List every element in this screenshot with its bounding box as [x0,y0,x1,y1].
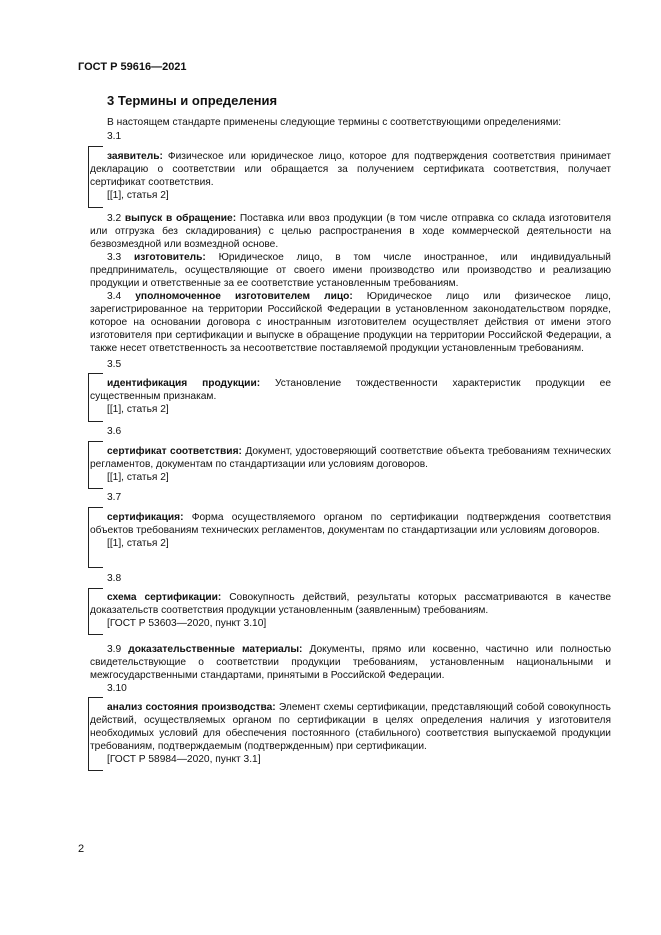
term-definition: Установление тождественности характеристик продукции ее существенным признакам. [90,378,611,402]
term-definition: Юридическое лицо, в том числе иностранное, или индивидуальный предприниматель, осуществляющие от своего имени производство или производство и реализацию продукции и ответственные за ее соответствие установленным требованиям. [90,252,611,289]
term-entry [90,511,611,550]
term-definition: Юридическое лицо или физическое лицо, зарегистрированное на территории Российской Федерации в установленном законодательством порядке, которое на основании договора с иностранным изготовителем осуществляет действия от имени этого изготовителя при сертификации и выпуске в обращение продукции на территории Российской Федерации, а также несет ответственность за несоответствие поставляемой продукции установленным требованиям. [90,291,611,354]
term-name: схема сертификации: [107,592,222,603]
term-number: 3.6 [107,426,122,437]
term-number: 3.4 [107,291,122,302]
term-definition: Документы, прямо или косвенно, частично или полностью свидетельствующие о соответствии продукции требованиям, установленным национальными и межгосударственными стандартами, принятыми в Российской Федерации. [90,644,611,681]
term-name: сертификат соответствия: [107,446,242,457]
term-number: 3.10 [107,683,127,694]
term-source: [ГОСТ Р 53603—2020, пункт 3.10] [107,618,267,629]
term-name: идентификация продукции: [107,378,261,389]
term-definition: Физическое или юридическое лицо, которое для подтверждения соответствия принимает декларацию о соответствии или обращается за получением сертификата соответствия, получает сертификат соответствия. [90,151,611,188]
term-entry [90,212,611,251]
term-entry [90,290,611,355]
term-name: выпуск в обращение: [124,213,237,224]
term-number: 3.1 [107,131,122,142]
term-name: изготовитель: [133,252,206,263]
term-definition: Элемент схемы сертификации, представляющий собой совокупность действий, осуществляемых органом по сертификации в целях определения наличия у изготовителя необходимых условий для обеспечения постоянного (стабильного) соответствия выпускаемой продукции требованиям, подтверждаемым (подтвержденным) при сертификации. [90,702,611,752]
intro-text: В настоящем стандарте применены следующие термины с соответствующими определениями: [107,117,562,128]
term-entry [90,251,611,290]
term-entry [90,377,611,416]
term-entry [90,150,611,202]
term-definition: Документ, удостоверяющий соответствие объекта требованиям технических регламентов, документам по стандартизации или условиям договоров. [90,446,611,470]
term-number: 3.8 [107,573,122,584]
term-source: [[1], статья 2] [107,404,169,415]
document-header: ГОСТ Р 59616—2021 [78,61,187,73]
term-source: [ГОСТ Р 58984—2020, пункт 3.1] [107,754,261,765]
term-entry [90,701,611,766]
page-number: 2 [78,843,85,855]
term-definition: Поставка или ввоз продукции (в том числе отправка со склада изготовителя или отгрузка без складирования) с целью распространения в ходе коммерческой деятельности на безвозмездной или возмездной основе. [90,213,611,250]
term-name: заявитель: [107,151,163,162]
term-entry [90,643,611,682]
term-definition: Форма осуществляемого органом по сертификации подтверждения соответствия объектов требованиям технических регламентов, документам по стандартизации или условиям договоров. [90,512,611,536]
term-source: [[1], статья 2] [107,472,169,483]
term-number: 3.7 [107,492,122,503]
term-definition: Совокупность действий, результаты которых рассматриваются в качестве доказательств соответствия продукции установленным (заявленным) требованиям. [90,592,611,616]
term-name: уполномоченное изготовителем лицо: [135,291,353,302]
term-source: [[1], статья 2] [107,190,169,201]
term-name: сертификация: [107,512,184,523]
term-number: 3.3 [107,252,122,263]
term-number: 3.9 [107,644,122,655]
term-entry [90,445,611,484]
term-source: [[1], статья 2] [107,538,169,549]
term-number: 3.5 [107,359,122,370]
term-name: доказательственные материалы: [128,644,303,655]
term-name: анализ состояния производства: [107,702,276,713]
term-entry [90,591,611,630]
section-title: 3 Термины и определения [107,93,278,108]
term-number: 3.2 [107,213,122,224]
